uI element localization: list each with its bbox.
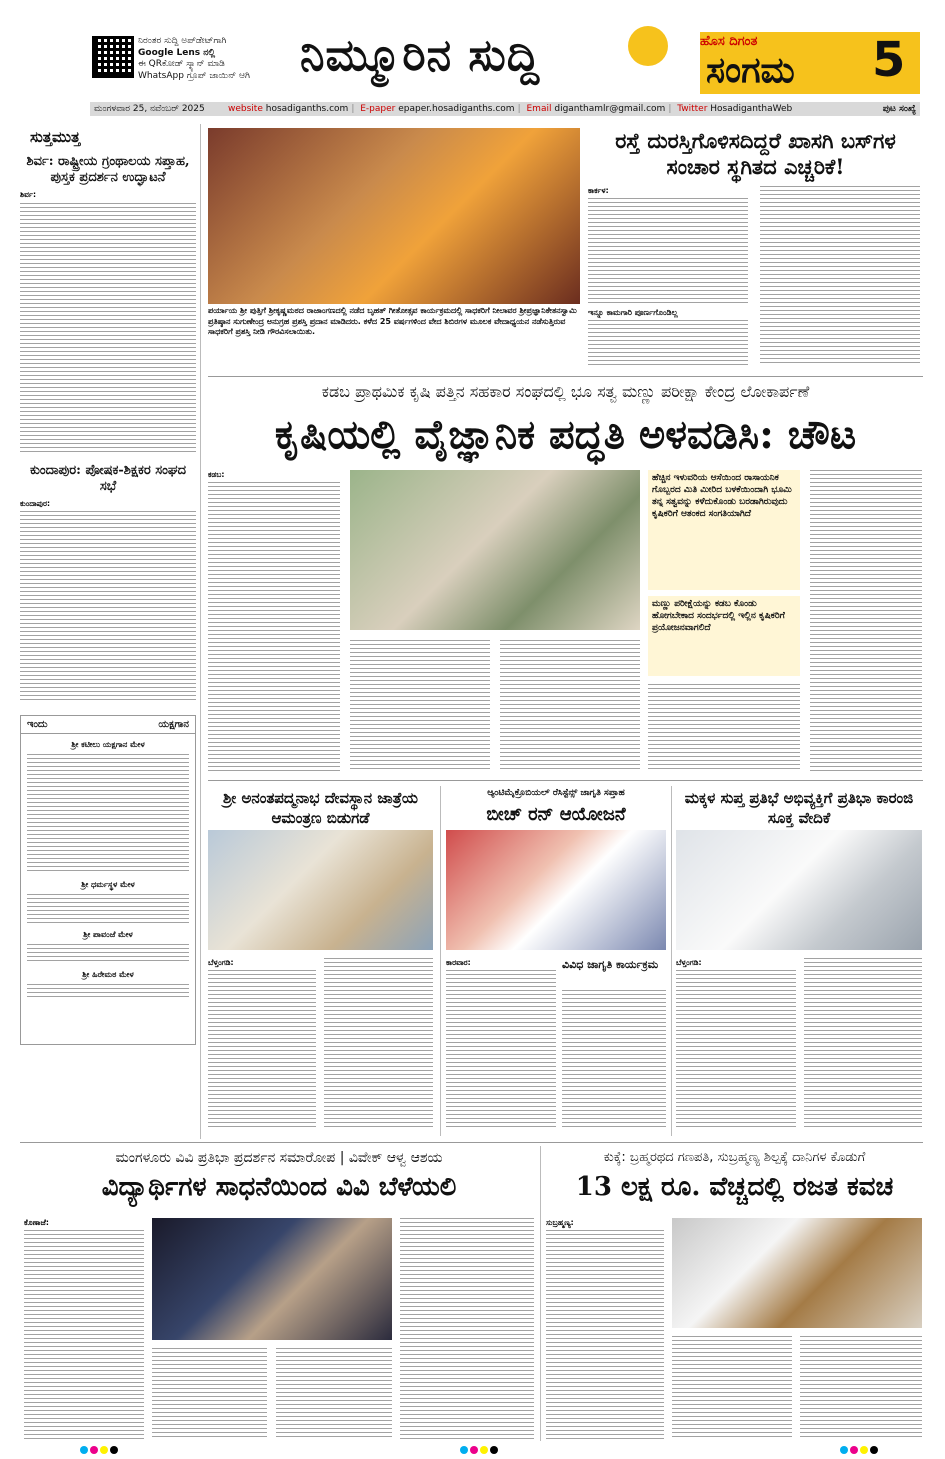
divider-mid bbox=[208, 780, 923, 781]
divider-row2 bbox=[671, 786, 672, 1136]
kukke-dateline: ಸುಬ್ರಹ್ಮಣ್ಯ: bbox=[546, 1218, 574, 1227]
temple-col2 bbox=[324, 958, 433, 1130]
university-col1 bbox=[24, 1230, 144, 1440]
bus-story-col3 bbox=[760, 186, 920, 366]
university-kicker: ಮಂಗಳೂರು ವಿವಿ ಪ್ರತಿಭಾ ಪ್ರದರ್ಶನ ಸಮಾರೋಪ | ವಿವೇಕ್ ಆಳ್ವ ಆಶಯ bbox=[115, 1150, 443, 1166]
email-link[interactable]: diganthamlr@gmail.com bbox=[554, 104, 666, 114]
qr-instructions: ನಿರಂತರ ಸುದ್ದಿ ಅಪ್‌ಡೇಟ್‌ಗಾಗಿ Google Lens ನಲ್ಲಿ ಈ QRಕೋಡ್ ಸ್ಕ್ಯಾನ್ ಮಾಡಿ WhatsApp ಗ್ರೂಪ್ ಜಾಯಿನ್ ಆಗಿ bbox=[138, 36, 250, 81]
university-headline: ವಿದ್ಯಾರ್ಥಿಗಳ ಸಾಧನೆಯಿಂದ ವಿವಿ ಬೆಳೆಯಲಿ bbox=[101, 1172, 457, 1202]
bus-story-col2 bbox=[588, 320, 748, 366]
divider-bottom bbox=[20, 1142, 923, 1143]
brand-logo-circle bbox=[628, 26, 668, 66]
story-shirva-body bbox=[20, 190, 196, 201]
today-label: ಇಂದು bbox=[27, 719, 48, 730]
beach-box-title: ವಿವಿಧ ಜಾಗೃತಿ ಕಾರ್ಯಕ್ರಮ bbox=[562, 958, 659, 971]
university-col3 bbox=[276, 1348, 392, 1440]
university-dateline: ಕೊಣಾಜೆ: bbox=[24, 1218, 49, 1227]
print-registration-left bbox=[80, 1446, 140, 1456]
top-story-photo bbox=[208, 128, 580, 304]
kukke-body bbox=[546, 1218, 664, 1229]
temple-col1 bbox=[208, 970, 316, 1130]
yakshagana-label: ಯಕ್ಷಗಾನ bbox=[158, 719, 189, 730]
lead-headline: ಕೃಷಿಯಲ್ಲಿ ವೈಜ್ಞಾನಿಕ ಪದ್ಧತಿ ಅಳವಡಿಸಿ: ಚೌಟ bbox=[274, 411, 857, 458]
mela-dharmasthala-list bbox=[27, 894, 189, 924]
divider-row1 bbox=[440, 786, 441, 1136]
kukke-col2 bbox=[672, 1336, 792, 1440]
kids-dateline: ಬೆಳ್ತಂಗಡಿ: bbox=[676, 958, 702, 967]
bus-story-body bbox=[588, 186, 748, 197]
beach-photo bbox=[446, 830, 666, 950]
beach-col2 bbox=[562, 990, 666, 1130]
lead-body bbox=[208, 470, 340, 481]
story-kundapura-text bbox=[20, 511, 196, 701]
website-link[interactable]: hosadiganths.com bbox=[265, 104, 349, 114]
mela-pavanje: ಶ್ರೀ ಪಾವಂಜೆ ಮೇಳ bbox=[83, 930, 133, 939]
page-label: ಪುಟ ಸಂಖ್ಯೆ bbox=[882, 104, 916, 114]
kukke-col1 bbox=[546, 1230, 664, 1440]
mela-hiremath: ಶ್ರೀ ಹಿರೇಮಠ ಮೇಳ bbox=[82, 970, 134, 979]
temple-dateline: ಬೆಳ್ತಂಗಡಿ: bbox=[208, 958, 234, 967]
brand-name: ಹೊಸ ದಿಗಂತ bbox=[700, 34, 758, 49]
issue-date: ಮಂಗಳವಾರ 25, ನವೆಂಬರ್ 2025 bbox=[94, 104, 205, 114]
epaper-link[interactable]: epaper.hosadiganths.com bbox=[398, 104, 515, 114]
yakshagana-box bbox=[20, 715, 196, 1045]
mela-hiremath-list bbox=[27, 984, 189, 1000]
temple-body bbox=[208, 958, 316, 969]
divider-bottom-col bbox=[540, 1146, 541, 1441]
top-story-caption: ಪರ್ಯಾಯ ಶ್ರೀ ಪುತ್ತಿಗೆ ಶ್ರೀಕೃಷ್ಣಮಠದ ರಾಜಾಂಗಣದಲ್ಲಿ ನಡೆದ ಬೃಹತ್ ಗೀತೋತ್ಸವ ಕಾರ್ಯಕ್ರಮದಲ್ಲಿ ಸಾಧಕರಿಗೆ ನೀಲಾವರ ಶ್ರೀಪ್ರಜ್ಞಾನಿಕೇತನಸ್ವಾಮಿ ಪ್ರತಿಷ್ಠಾನ ಸುಗುಣೇಂದ್ರ ಅನುಗ್ರಹ ಪ್ರಶಸ್ತಿ ಪ್ರದಾನ ಮಾಡಿದರು. ಕಳೆದ 25 ವರ್ಷಗಳಿಂದ ವೇದ ಶಿಬಿರಗಳ ಮೂಲಕ ವೇದಾಧ್ಯಯನ ನಡೆಸುತ್ತಿರುವ ಸಾಧಕರಿಗೆ ಪ್ರಶಸ್ತಿ ನೀಡಿ ಗೌರವಿಸಲಾಯಿತು. bbox=[208, 306, 577, 336]
page-title: ನಿಮ್ಮೂರಿನ ಸುದ್ದಿ bbox=[300, 30, 541, 81]
beach-kicker: ಆ್ಯಂಟಿಮೈಕ್ರೊಬಿಯಲ್ ರೆಸಿಸ್ಟೆನ್ಸ್ ಜಾಗೃತಿ ಸಪ್ತಾಹ bbox=[487, 788, 625, 798]
kids-photo bbox=[676, 830, 922, 950]
beach-body bbox=[446, 958, 556, 969]
print-registration-right bbox=[840, 1446, 900, 1456]
bus-story-dateline: ಕಾರ್ಕಳ: bbox=[588, 186, 609, 195]
bus-story-col1 bbox=[588, 198, 748, 306]
university-body bbox=[24, 1218, 144, 1229]
lead-col5 bbox=[810, 470, 922, 772]
lead-bullet-2: ಮಣ್ಣು ಪರೀಕ್ಷೆಯನ್ನು ಕಡಬ ಕೊಂಡು ಹೋಗಬೇಕಾದ ಸಂದರ್ಭದಲ್ಲಿ ಇಲ್ಲಿನ ಕೃಷಿಕರಿಗೆ ಪ್ರಯೋಜನವಾಗಲಿದೆ bbox=[648, 596, 800, 676]
kids-col1 bbox=[676, 970, 796, 1130]
mela-dharmasthala: ಶ್ರೀ ಧರ್ಮಸ್ಥಳ ಮೇಳ bbox=[81, 880, 135, 889]
temple-headline: ಶ್ರೀ ಅನಂತಪದ್ಮನಾಭ ದೇವಸ್ಥಾನ ಜಾತ್ರೆಯ ಆಮಂತ್ರಣ ಬಿಡುಗಡೆ bbox=[223, 789, 418, 827]
story-shirva-dateline: ಶಿರ್ವ: bbox=[20, 190, 37, 199]
beach-headline: ಬೀಚ್ ರನ್ ಆಯೋಜನೆ bbox=[486, 804, 626, 825]
lead-kicker: ಕಡಬ ಪ್ರಾಥಮಿಕ ಕೃಷಿ ಪತ್ತಿನ ಸಹಕಾರ ಸಂಘದಲ್ಲಿ ಭೂ ಸತ್ವ ಮಣ್ಣು ಪರೀಕ್ಷಾ ಕೇಂದ್ರ ಲೋಕಾರ್ಪಣೆ bbox=[321, 382, 810, 401]
info-bar bbox=[90, 102, 920, 116]
edition-name: ಸಂಗಮ bbox=[706, 50, 795, 91]
print-registration-center bbox=[460, 1446, 520, 1456]
kids-body bbox=[676, 958, 796, 969]
university-col4 bbox=[400, 1218, 534, 1440]
kids-col2 bbox=[804, 958, 922, 1130]
university-col2 bbox=[152, 1348, 267, 1440]
story-shirva-text bbox=[20, 203, 196, 453]
story-kundapura-headline: ಕುಂದಾಪುರ: ಪೋಷಕ-ಶಿಕ್ಷಕರ ಸಂಘದ ಸಭೆ bbox=[29, 462, 187, 494]
masthead bbox=[0, 0, 945, 100]
story-kundapura-dateline: ಕುಂದಾಪುರ: bbox=[20, 498, 51, 508]
qr-code bbox=[92, 36, 134, 78]
left-column bbox=[20, 124, 196, 1124]
twitter-link[interactable]: HosadiganthaWeb bbox=[710, 104, 793, 114]
mela-katil-list bbox=[27, 754, 189, 874]
kukke-col3 bbox=[800, 1336, 922, 1440]
story-shirva-headline: ಶಿರ್ವ: ರಾಷ್ಟ್ರೀಯ ಗ್ರಂಥಾಲಯ ಸಪ್ತಾಹ, ಪುಸ್ತಕ ಪ್ರದರ್ಶನ ಉದ್ಘಾಟನೆ bbox=[26, 154, 190, 185]
kids-headline: ಮಕ್ಕಳ ಸುಪ್ತ ಪ್ರತಿಭೆ ಅಭಿವ್ಯಕ್ತಿಗೆ ಪ್ರತಿಭಾ ಕಾರಂಜಿ ಸೂಕ್ತ ವೇದಿಕೆ bbox=[684, 789, 914, 827]
kukke-photo bbox=[672, 1218, 922, 1328]
page-number: 5 bbox=[872, 32, 906, 88]
contact-links: website hosadiganths.com | E-paper epaper.hosadiganths.com | Email diganthamlr@gmail.com | Twitter HosadiganthaWeb bbox=[228, 104, 793, 114]
divider-lead bbox=[208, 376, 923, 377]
beach-col1 bbox=[446, 970, 556, 1130]
kukke-kicker: ಕುಕ್ಕೆ: ಬ್ರಹ್ಮರಥದ ಗಣಪತಿ, ಸುಬ್ರಹ್ಮಣ್ಯ ಶಿಲ್ಪಕ್ಕೆ ದಾನಿಗಳ ಕೊಡುಗೆ bbox=[603, 1150, 866, 1165]
mela-katil: ಶ್ರೀ ಕಟೀಲು ಯಕ್ಷಗಾನ ಮೇಳ bbox=[71, 740, 145, 749]
story-kundapura-body bbox=[20, 499, 196, 510]
bus-story-headline: ರಸ್ತೆ ದುರಸ್ತಿಗೊಳಿಸದಿದ್ದರೆ ಖಾಸಗಿ ಬಸ್‌ಗಳ ಸಂಚಾರ ಸ್ಥಗಿತದ ಎಚ್ಚರಿಕೆ! bbox=[615, 128, 896, 179]
mela-pavanje-list bbox=[27, 944, 189, 964]
lead-col2 bbox=[350, 640, 490, 770]
university-photo bbox=[152, 1218, 392, 1340]
bus-story-subhead: ಇನ್ನೂ ಕಾಮಗಾರಿ ಪೂರ್ಣಗೊಂಡಿಲ್ಲ bbox=[588, 308, 678, 317]
beach-dateline: ಕಾರವಾರ: bbox=[446, 958, 471, 967]
temple-photo bbox=[208, 830, 433, 950]
lead-col1 bbox=[208, 482, 340, 772]
section-title: ಸುತ್ತಮುತ್ತ bbox=[30, 128, 81, 146]
column-divider bbox=[200, 124, 201, 1139]
lead-dateline: ಕಡಬ: bbox=[208, 470, 225, 479]
lead-photo bbox=[350, 470, 640, 630]
lead-col3 bbox=[500, 640, 640, 770]
lead-bullet-1: ಹೆಚ್ಚಿನ ಇಳುವರಿಯ ಆಸೆಯಿಂದ ರಾಸಾಯನಿಕ ಗೊಬ್ಬರದ ಮಿತಿ ಮೀರಿದ ಬಳಕೆಯಿಂದಾಗಿ ಭೂಮಿ ತನ್ನ ಸತ್ವವನ್ನು ಕಳೆದುಕೊಂಡು ಬರಡಾಗಿರುವುದು ಕೃಷಿಕರಿಗೆ ಆತಂಕದ ಸಂಗತಿಯಾಗಿದೆ bbox=[648, 470, 800, 590]
lead-col4 bbox=[648, 684, 800, 772]
kukke-headline: 13 ಲಕ್ಷ ರೂ. ವೆಚ್ಚದಲ್ಲಿ ರಜತ ಕವಚ bbox=[575, 1172, 894, 1202]
